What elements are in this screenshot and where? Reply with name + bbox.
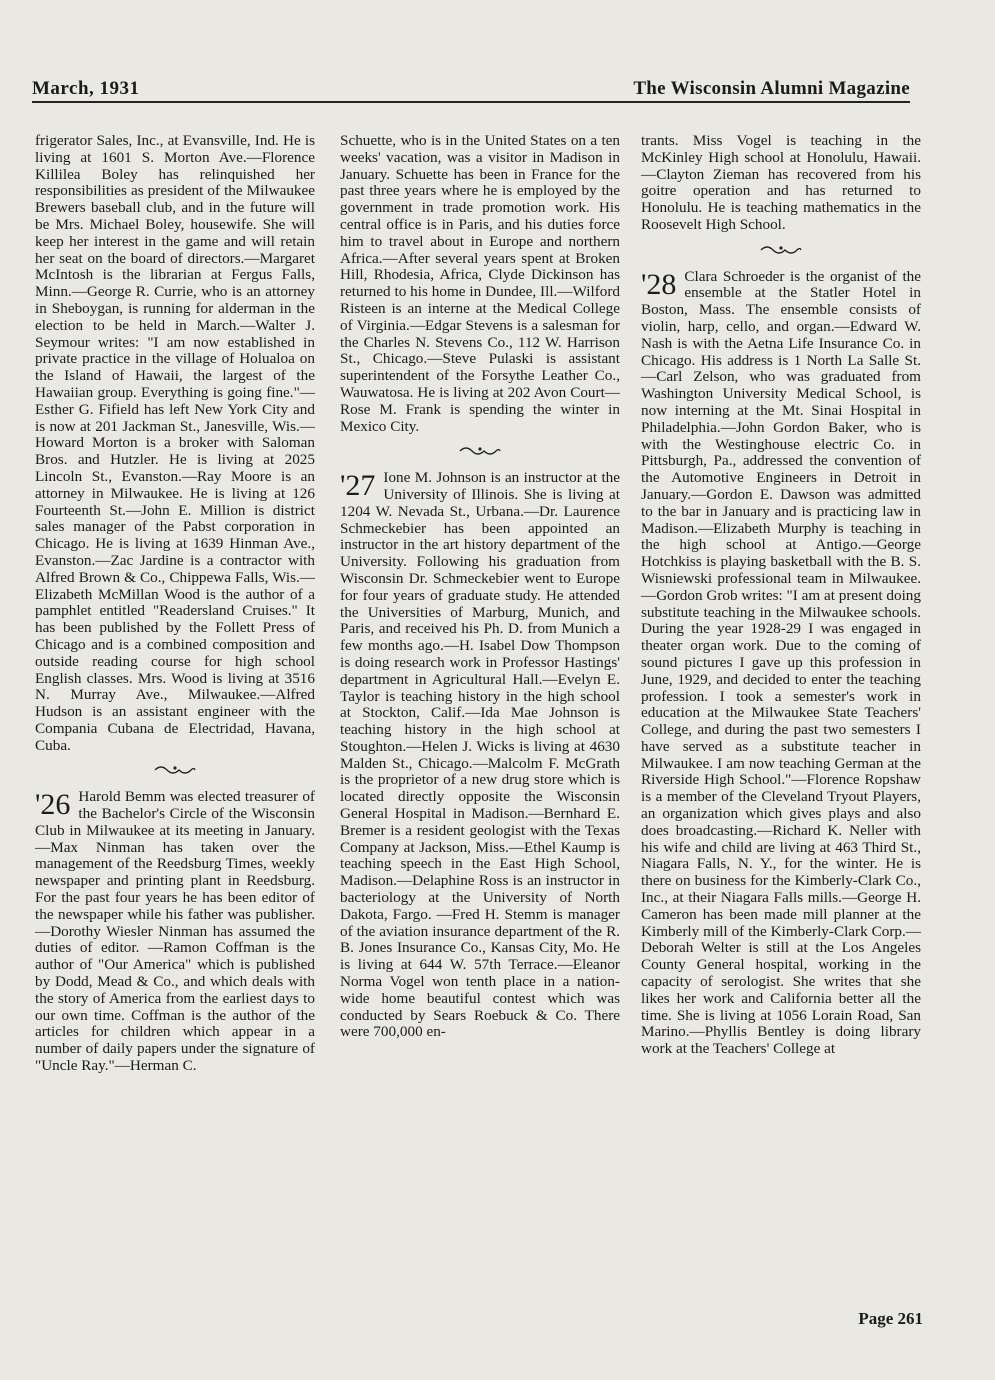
page-number: Page 261 bbox=[858, 1309, 923, 1328]
class-year-28: '28 bbox=[641, 267, 677, 301]
ornament-divider-icon bbox=[340, 443, 620, 460]
magazine-title: The Wisconsin Alumni Magazine bbox=[633, 78, 910, 99]
column-1-text-2: Harold Bemm was elected treasurer of the Bachelor's Circle of the Wisconsin Club in Milwaukee at its meeting in January.—Max Ninman has taken over the management of the Reedsburg Times, weekly newspaper and printing plant in Reedsburg. For the past four years he has been editor of the newspaper while his father was publisher.—Dorothy Wiesler Ninman has assumed the duties of editor. —Ramon Coffman is the author of "Our America" which is published by Dodd, Mead & Co., and which deals with the story of America from the earliest days to our own time. Coffman is the author of the articles for children which appear in a number of daily papers under the signature of "Uncle Ray."—Herman C. bbox=[35, 788, 315, 1075]
ornament-divider-icon bbox=[35, 762, 315, 779]
class-1928-entry bbox=[641, 269, 921, 1058]
column-3 bbox=[641, 133, 921, 1058]
class-year-26: '26 bbox=[35, 788, 71, 822]
header-rule bbox=[32, 101, 910, 103]
issue-date: March, 1931 bbox=[32, 78, 140, 99]
column-3-text-1: trants. Miss Vogel is teaching in the McKinley High school at Honolulu, Hawaii.—Clayton Zieman has recovered from his goitre operation and has returned to Honolulu. He is teaching mathematics in the Roosevelt High School. bbox=[641, 132, 921, 233]
column-1-text-1: frigerator Sales, Inc., at Evansville, Ind. He is living at 1601 S. Morton Ave.—Florence Killilea Boley has relinquished her responsibilities as president of the Milwaukee Brewers baseball club, and in the future will be Mrs. Michael Boley, housewife. She will keep her interest in the game and will retain her seat on the board of directors.—Margaret McIntosh is the librarian at Fergus Falls, Minn.—George R. Currie, who is an attorney in Sheboygan, is running for alderman in the election to be held in March.—Walter J. Seymour writes: "I am now established in private practice in the village of Holualoa on the Island of Hawaii, the largest of the Hawaiian group. Everything is going fine."—Esther G. Fifield has left New York City and is now at 201 Jackman St., Janesville, Wis.—Howard Morton is a broker with Saloman Bros. and Hutzler. He is living at 2025 Lincoln St., Evanston.—Ray Moore is an attorney in Milwaukee. He is living at 126 Fourteenth St.—John E. Million is district sales manager of the Pabst corporation in Chicago. He is living at 1639 Hinman Ave., Evanston.—Zac Jardine is a contractor with Alfred Brown & Co., Chippewa Falls, Wis.—Elizabeth McMillan Wood is the author of a pamphlet entitled "Readersland Cruises." It has been published by the Follett Press of Chicago and is a combined composition and outside reading course for high school English classes. Mrs. Wood is living at 3516 N. Murray Ave., Milwaukee.—Alfred Hudson is an assistant engineer with the Compania Cubana de Electridad, Havana, Cuba. bbox=[35, 132, 315, 754]
column-2 bbox=[340, 133, 620, 1041]
column-2-text-1: Schuette, who is in the United States on a ten weeks' vacation, was a visitor in Madison in January. Schuette has been in France for the past three years where he is employed by the government in trade promotion work. His central office is in Paris, and his duties force him to travel about in Europe and northern Africa.—After several years spent at Broken Hill, Rhodesia, Africa, Clyde Dickinson has returned to his home in Dundee, Ill.—Wilford Risteen is an interne at the Medical College of Virginia.—Edgar Stevens is a salesman for the Charles N. Stevens Co., 112 W. Harrison St., Chicago.—Steve Pulaski is assistant superintendent of the Forsythe Leather Co., Wauwatosa. He is living at 202 Avon Court—Rose M. Frank is spending the winter in Mexico City. bbox=[340, 132, 620, 435]
ornament-divider-icon bbox=[641, 242, 921, 259]
column-1 bbox=[35, 133, 315, 1075]
column-2-text-2: Ione M. Johnson is an instructor at the University of Illinois. She is living at 1204 W. Nevada St., Urbana.—Dr. Laurence Schmeckebier has been appointed an instructor in the art history department of the University. Following his graduation from Wisconsin Dr. Schmeckebier went to Europe for four years of graduate study. He attended the Universities of Marburg, Munich, and Paris, and received his Ph. D. from Munich a few months ago.—H. Isabel Dow Thompson is doing research work in Professor Hastings' department in Agricultural Hall.—Evelyn E. Taylor is teaching history in the high school at Stockton, Calif.—Ida Mae Johnson is teaching history in the high school at Stoughton.—Helen J. Wicks is living at 4630 Malden St., Chicago.—Malcolm F. McGrath is the proprietor of a new drug store which is located directly opposite the Wisconsin General Hospital in Madison.—Bernhard E. Bremer is a resident geologist with the Texas Company at Jackson, Miss.—Ethel Kaump is teaching speech in the East High School, Madison.—Delaphine Ross is an instructor in bacteriology at the University of North Dakota, Fargo. —Fred H. Stemm is manager of the aviation insurance department of the R. B. Jones Insurance Co., Kansas City, Mo. He is living at 644 W. 57th Terrace.—Eleanor Norma Vogel won tenth place in a nation-wide home beautiful contest which was conducted by Sears Roebuck & Co. There were 700,000 en- bbox=[340, 469, 620, 1041]
class-1926-entry bbox=[35, 789, 315, 1075]
class-1927-entry bbox=[340, 470, 620, 1041]
class-year-27: '27 bbox=[340, 469, 376, 503]
column-3-text-2: Clara Schroeder is the organist of the ensemble at the Statler Hotel in Boston, Mass. The ensemble consists of violin, harp, cello, and organ.—Edward W. Nash is with the Aetna Life Insurance Co. in Chicago. His address is 1 North La Salle St.—Carl Zelson, who was graduated from Washington University Medical School, is now interning at the Mt. Sinai Hospital in Philadelphia.—John Gordon Baker, who is with the Westinghouse electric Co. in Pittsburgh, Pa., addressed the convention of the Automotive Engineers in Detroit in January.—Gordon E. Dawson was admitted to the bar in January and is practicing law in Madison.—Elizabeth Murphy is teaching in the high school at Antigo.—George Hotchkiss is playing basketball with the B. S. Wisniewski professional team in Milwaukee.—Gordon Grob writes: "I am at present doing substitute teaching in the Milwaukee schools. During the year 1928-29 I was engaged in theater organ work. Due to the coming of sound pictures I gave up this profession in June, 1929, and decided to enter the teaching profession. I took a semester's work in education at the Milwaukee State Teachers' College, and during the past two semesters I have served as a substitute teacher in Milwaukee. I am now teaching German at the Riverside High School."—Florence Ropshaw is a member of the Cleveland Tryout Players, an organization which gives plays and also does broadcasting.—Richard K. Neller with his wife and child are living at 463 Third St., Niagara Falls, N. Y., for the winter. He is there on business for the Kimberly-Clark Co., Inc., at their Niagara Falls mills.—George H. Cameron has been made mill planner at the Kimberly mill of the Kimberly-Clark Corp.—Deborah Welter is still at the Los Angeles County General hospital, working in the capacity of serologist. She writes that she likes her work and California better all the time. She is living at 1056 Lorain Road, San Marino.—Phyllis Bentley is doing library work at the Teachers' College at bbox=[641, 267, 921, 1058]
